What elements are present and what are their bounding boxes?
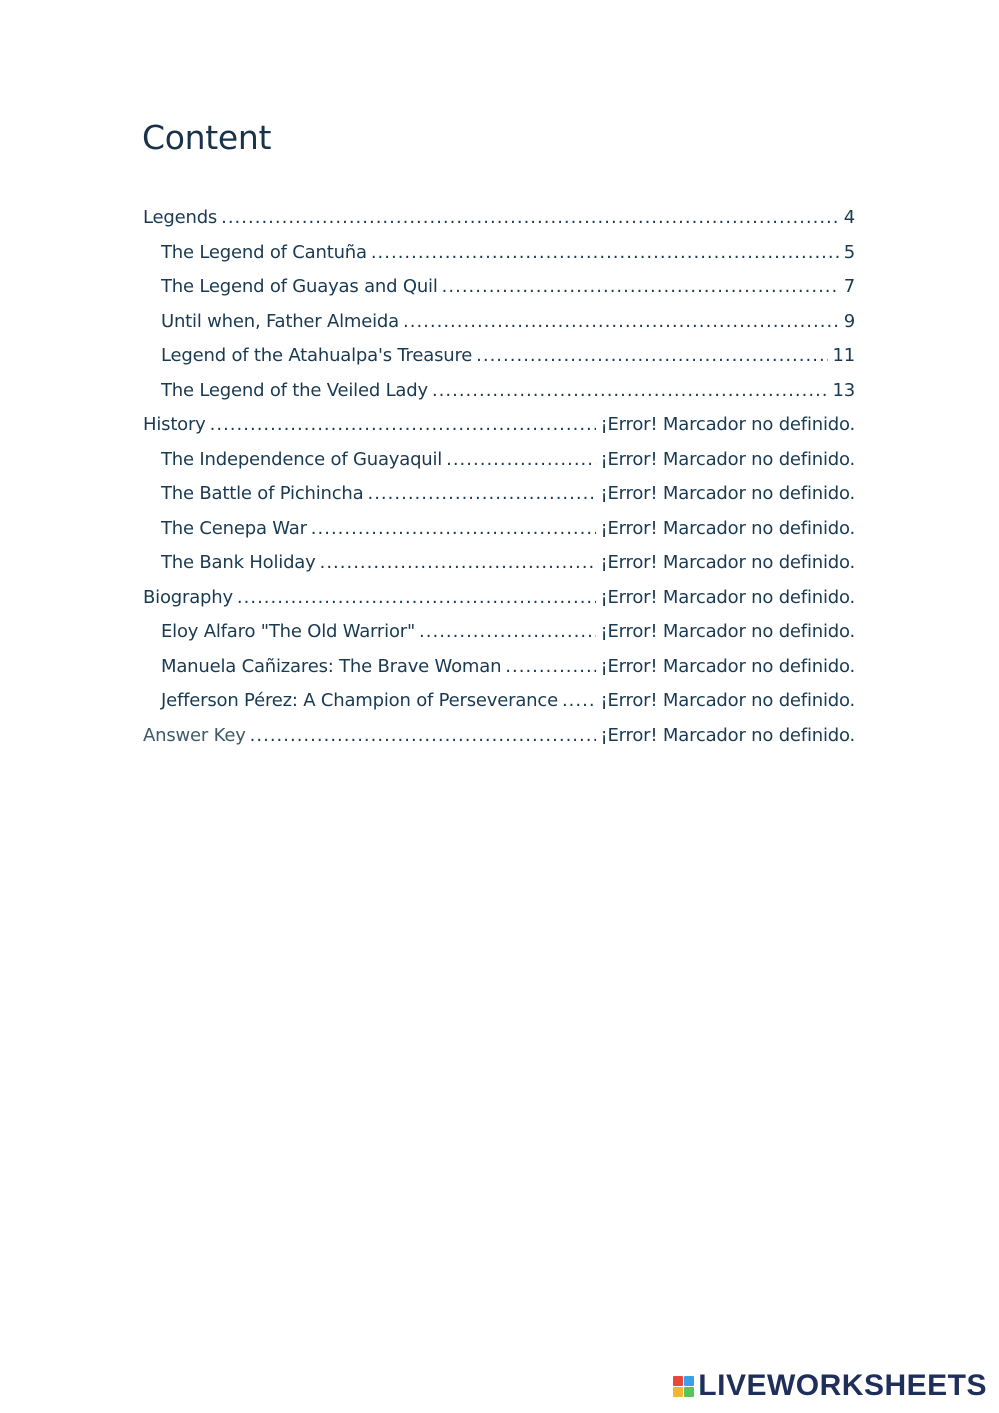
toc-entry[interactable] [143,581,855,616]
toc-entry-label: The Legend of Cantuña [161,241,367,263]
toc-entry-label: The Legend of Guayas and Quil [161,276,438,297]
toc-dot-leader [505,650,596,685]
logo-square-green [684,1387,694,1397]
toc-entry-label: Answer Key [143,724,246,746]
logo-mark-icon [673,1376,694,1397]
toc-entry[interactable] [143,546,855,581]
toc-entry[interactable] [143,719,855,754]
logo-square-red [673,1376,683,1386]
toc-entry-page: ¡Error! Marcador no definido. [600,414,855,435]
toc-entry[interactable] [143,339,855,374]
toc-dot-leader [419,615,596,650]
toc-entry-page: 13 [832,379,855,401]
toc-dot-leader [446,443,596,478]
toc-entry[interactable] [143,236,855,271]
toc-dot-leader [221,201,840,236]
toc-entry[interactable] [143,408,855,443]
toc-dot-leader [237,581,597,616]
toc-entry-page: ¡Error! Marcador no definido. [600,655,855,677]
toc-dot-leader [476,339,828,374]
toc-entry[interactable] [143,374,855,409]
liveworksheets-logo [673,1369,987,1403]
toc-entry-label: History [143,414,206,435]
toc-entry-label: The Independence of Guayaquil [161,448,443,470]
toc-dot-leader [311,512,597,547]
toc-entry[interactable] [143,477,855,512]
toc-entry[interactable] [143,650,855,685]
toc-entry-page: ¡Error! Marcador no definido. [600,552,855,573]
logo-square-blue [684,1376,694,1386]
toc-entry-label: The Bank Holiday [161,552,316,573]
toc-dot-leader [442,270,840,305]
toc-entry-page: 7 [843,276,855,297]
toc-entry-label: Legend of the Atahualpa's Treasure [161,345,473,366]
toc-entry-page: ¡Error! Marcador no definido. [600,483,855,504]
toc-entry-page: 4 [843,207,855,228]
toc-entry-label: Biography [143,586,233,608]
table-of-contents [143,201,855,753]
toc-dot-leader [210,408,597,443]
toc-entry-label: Jefferson Pérez: A Champion of Perseverance [161,690,558,711]
toc-entry-page: ¡Error! Marcador no definido. [600,517,855,539]
logo-text: LIVEWORKSHEETS [698,1369,987,1402]
page-title: Content [142,118,272,157]
toc-entry[interactable] [143,270,855,305]
toc-entry[interactable] [143,201,855,236]
toc-dot-leader [432,374,829,409]
toc-entry-page: ¡Error! Marcador no definido. [600,724,855,746]
toc-entry-label: Manuela Cañizares: The Brave Woman [161,655,502,677]
toc-entry-page: 11 [832,345,855,366]
toc-entry-page: ¡Error! Marcador no definido. [600,448,855,470]
toc-entry-label: The Legend of the Veiled Lady [161,379,428,401]
toc-entry-label: Until when, Father Almeida [161,310,399,332]
toc-entry-page: 5 [843,241,855,263]
toc-dot-leader [403,305,840,340]
toc-entry[interactable] [143,305,855,340]
toc-entry-label: Legends [143,207,218,228]
toc-entry[interactable] [143,443,855,478]
toc-entry-page: 9 [843,310,855,332]
toc-entry-page: ¡Error! Marcador no definido. [600,690,855,711]
toc-entry-label: Eloy Alfaro "The Old Warrior" [161,621,416,642]
logo-square-yellow [673,1387,683,1397]
toc-dot-leader [371,236,840,271]
toc-entry[interactable] [143,512,855,547]
toc-entry-label: The Battle of Pichincha [161,483,364,504]
toc-dot-leader [562,684,597,719]
toc-entry-label: The Cenepa War [161,517,307,539]
toc-entry-page: ¡Error! Marcador no definido. [600,586,855,608]
toc-dot-leader [367,477,596,512]
toc-dot-leader [320,546,597,581]
toc-dot-leader [250,719,597,754]
toc-entry[interactable] [143,684,855,719]
toc-entry[interactable] [143,615,855,650]
toc-entry-page: ¡Error! Marcador no definido. [600,621,855,642]
